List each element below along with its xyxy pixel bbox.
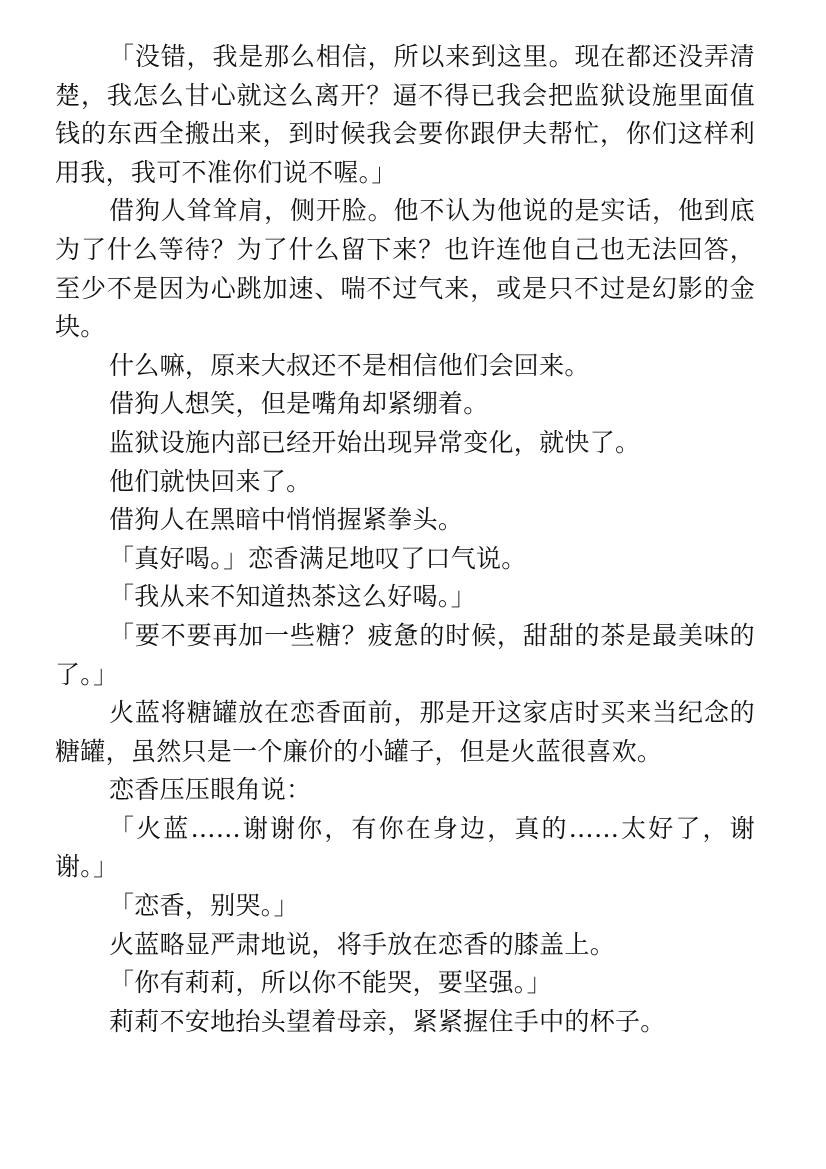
- paragraph: 火蓝将糖罐放在恋香面前，那是开这家店时买来当纪念的糖罐，虽然只是一个廉价的小罐子，但是火蓝很喜欢。: [55, 698, 755, 766]
- paragraph: 「恋香，别哭。」: [109, 891, 299, 921]
- paragraph: 监狱设施内部已经开始出现异常变化，就快了。: [109, 427, 641, 457]
- paragraph: 「没错，我是那么相信，所以来到这里。现在都还没弄清楚，我怎么甘心就这么离开？逼不得已我会把监狱设施里面值钱的东西全搬出来，到时候我会要你跟伊夫帮忙，你们这样利用我，我可不准你们说不喔。」: [55, 42, 755, 187]
- paragraph: 「火蓝……谢谢你，有你在身边，真的……太好了，谢谢。」: [55, 813, 755, 882]
- paragraph: 「你有莉莉，所以你不能哭，要坚强。」: [109, 968, 552, 998]
- paragraph: 什么嘛，原来大叔还不是相信他们会回来。: [109, 350, 590, 380]
- paragraph: 「我从来不知道热茶这么好喝。」: [109, 582, 477, 612]
- paragraph: 恋香压压眼角说：: [109, 775, 312, 805]
- paragraph: 借狗人在黑暗中悄悄握紧拳头。: [109, 505, 464, 535]
- paragraph: 他们就快回来了。: [109, 466, 312, 496]
- paragraph: 借狗人想笑，但是嘴角却紧绷着。: [109, 389, 489, 419]
- paragraph: 借狗人耸耸肩，侧开脸。他不认为他说的是实话，他到底为了什么等待？为了什么留下来？也许连他自己也无法回答，至少不是因为心跳加速、喘不过气来，或是只不过是幻影的金块。: [55, 196, 755, 342]
- document-page: [55, 38, 755, 1041]
- paragraph: 「真好喝。」恋香满足地叹了口气说。: [109, 543, 527, 573]
- paragraph: 「要不要再加一些糖？疲惫的时候，甜甜的茶是最美味的了。」: [55, 620, 755, 689]
- paragraph: 莉莉不安地抬头望着母亲，紧紧握住手中的杯子。: [109, 1006, 666, 1036]
- paragraph: 火蓝略显严肃地说，将手放在恋香的膝盖上。: [109, 929, 616, 959]
